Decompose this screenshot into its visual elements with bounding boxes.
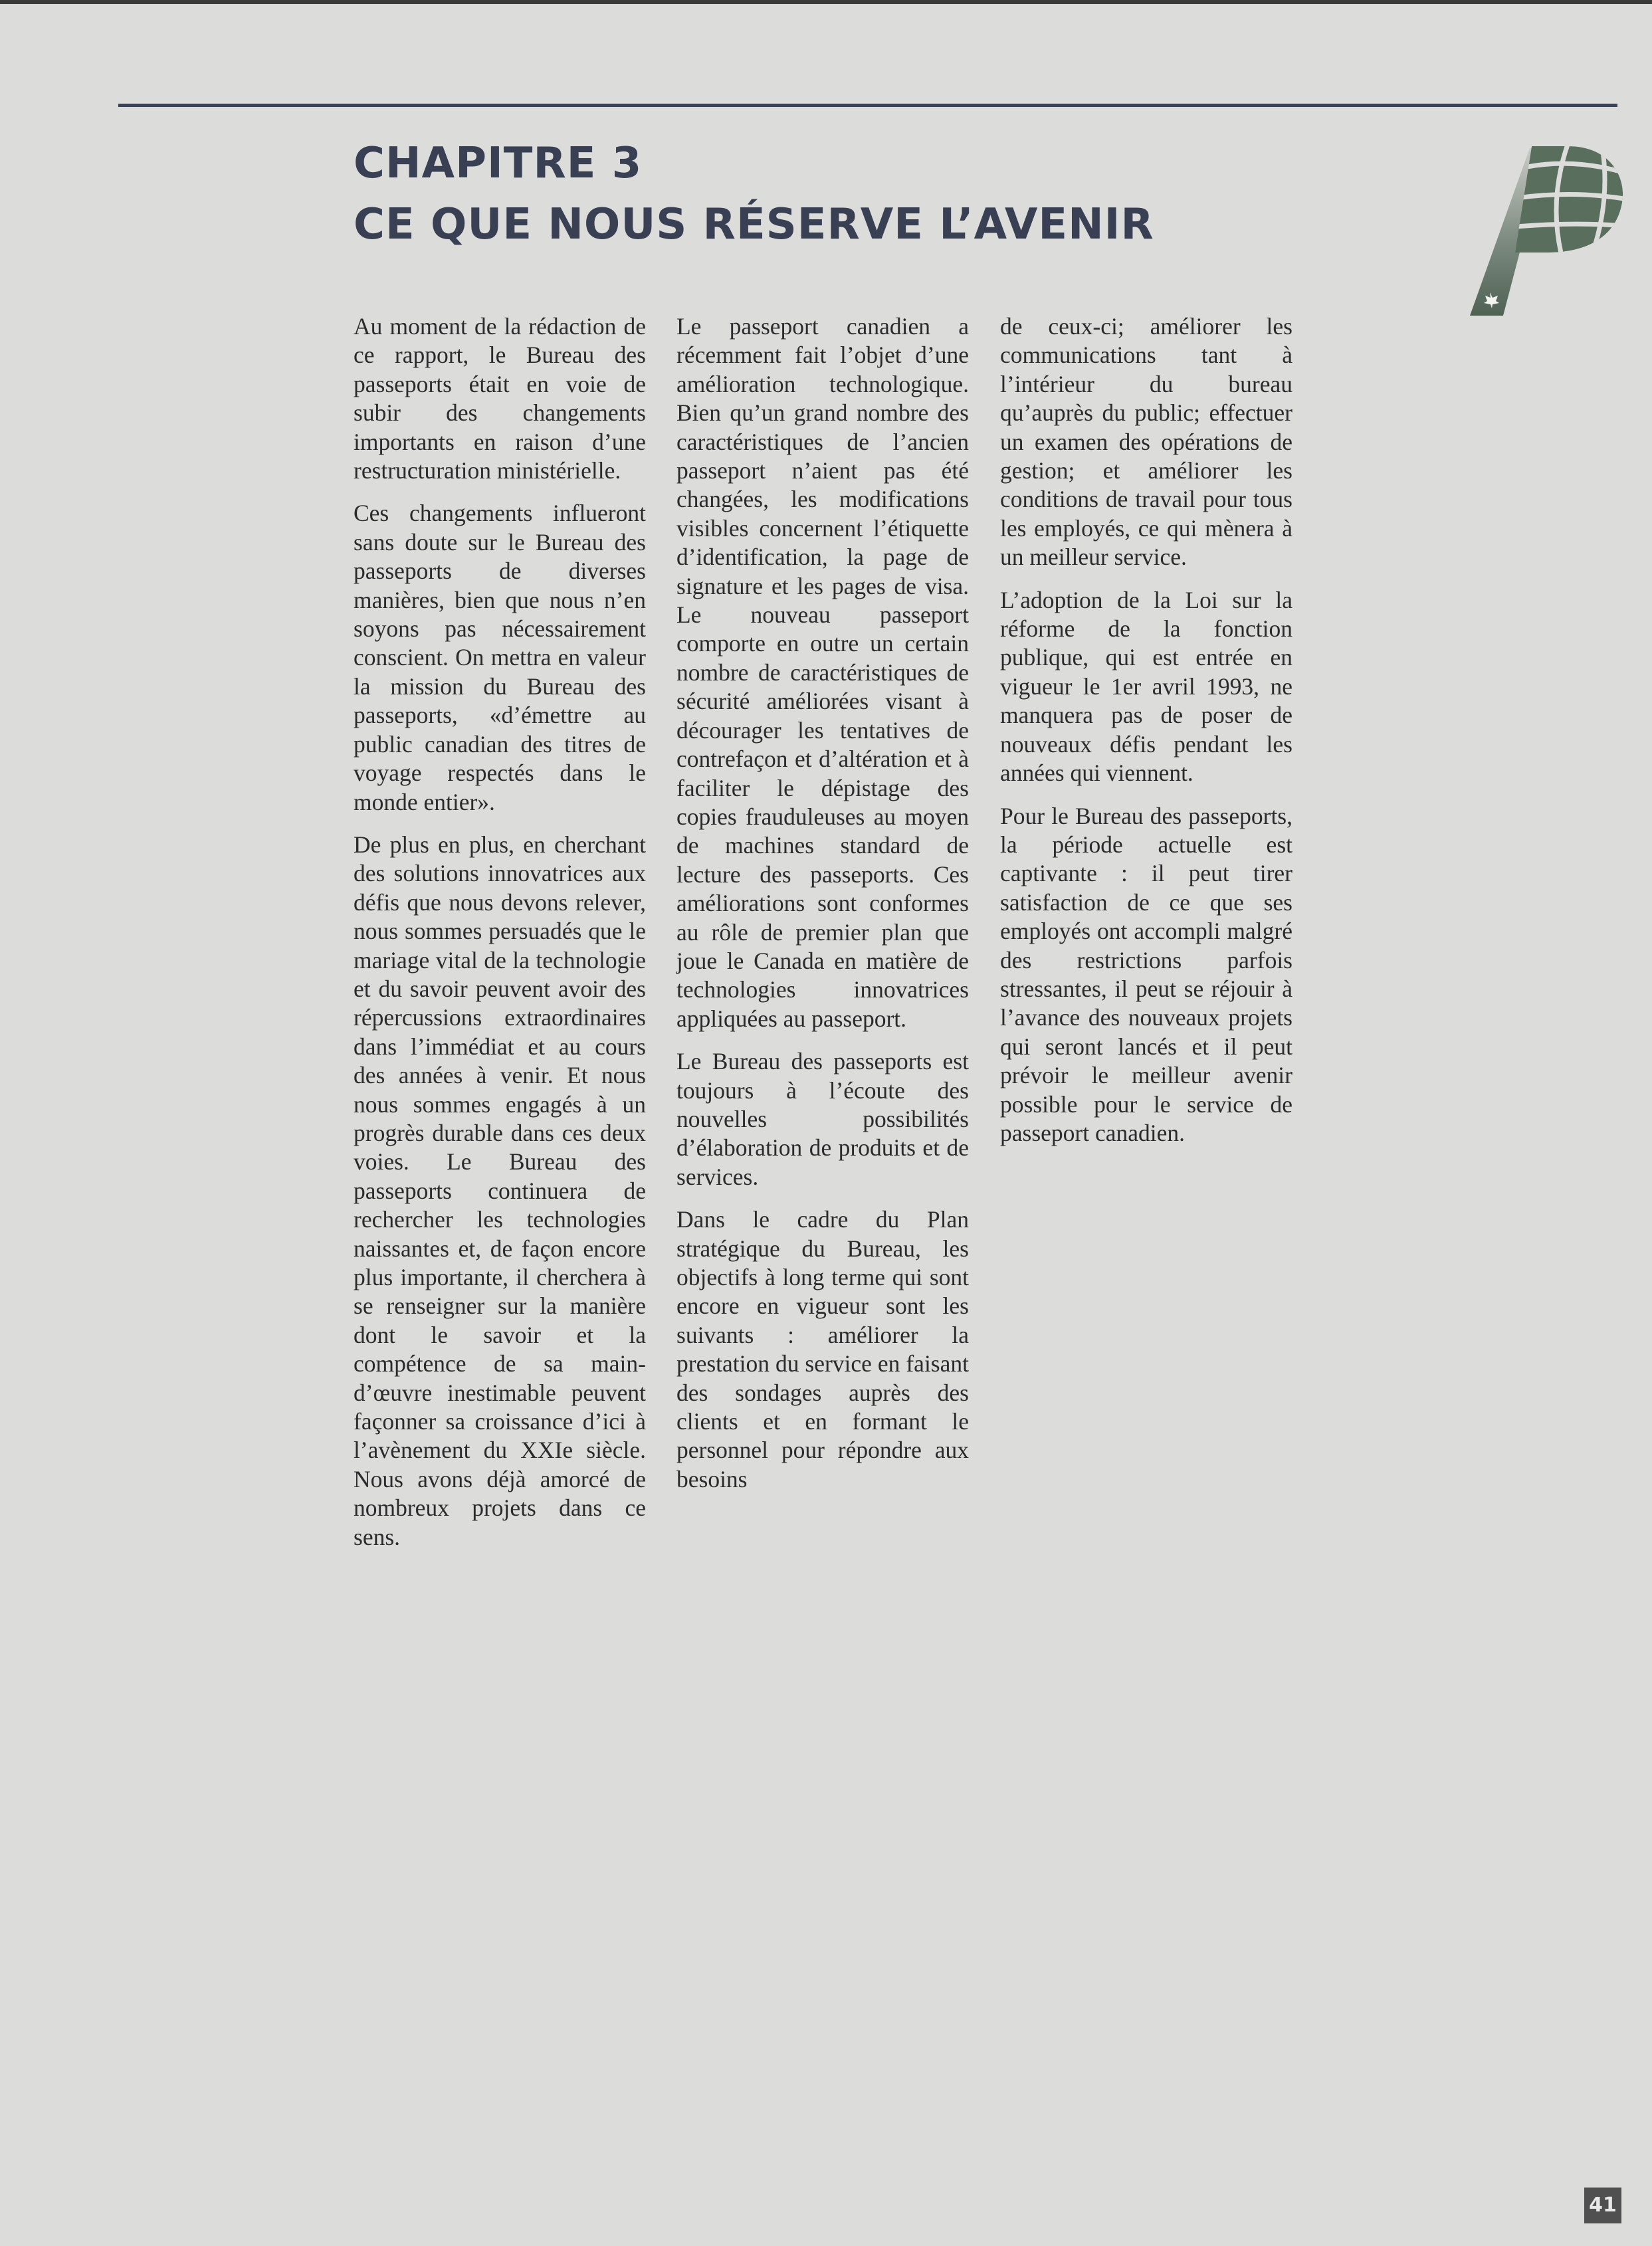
paragraph: Ces changements influeront sans doute sur le Bureau des passeports de diverses manières, bien que nous n’en soyons pas nécessairement conscient. On mettra en valeur la mission du Bureau des passeports, «d’émettre au public canadian des titres de voyage respectés dans le monde entier».	[354, 500, 646, 815]
header-rule	[118, 104, 1617, 107]
page-top-edge	[0, 0, 1652, 4]
text-column-1	[354, 312, 646, 1566]
paragraph: Le Bureau des passeports est toujours à l’écoute des nouvelles possibilités d’élaboration de produits et de services.	[676, 1048, 969, 1190]
chapter-label: CHAPITRE 3	[354, 139, 643, 188]
chapter-heading	[354, 133, 1154, 255]
page-number: 41	[1584, 2188, 1621, 2223]
text-column-3	[1000, 312, 1292, 1162]
paragraph: Pour le Bureau des passeports, la période actuelle est captivante : il peut tirer satisfaction de ce que ses employés ont accompli malgré des restrictions parfois stressantes, il peut se réjouir à l’avance des nouveaux projets qui seront lancés et il peut prévoir le meilleur avenir possible pour le service de passeport canadien.	[1000, 802, 1292, 1146]
paragraph: de ceux-ci; améliorer les communications tant à l’intérieur du bureau qu’auprès du public; effectuer un examen des opérations de gestion; et améliorer les conditions de travail pour tous les employés, ce qui mènera à un meilleur service.	[1000, 313, 1292, 571]
paragraph: Dans le cadre du Plan stratégique du Bureau, les objectifs à long terme qui sont encore en vigueur sont les suivants : améliorer la prestation du service en faisant des sondages auprès des clients et en formant le personnel pour répondre aux besoins	[676, 1206, 969, 1492]
paragraph: De plus en plus, en cherchant des solutions innovatrices aux défis que nous devons relever, nous sommes persuadés que le mariage vital de la technologie et du savoir peuvent avoir des répercussions extraordinaires dans l’immédiat et au cours des années à venir. Et nous nous sommes engagés à un progrès durable dans ces deux voies. Le Bureau des passeports continuera de rechercher les technologies naissantes et, de façon encore plus importante, il cherchera à se renseigner sur la manière dont le savoir et la compétence de sa main-d’œuvre inestimable peuvent façonner sa croissance d’ici à l’avènement du XXIe siècle. Nous avons déjà amorcé de nombreux projets dans ce sens.	[354, 831, 646, 1550]
text-column-2	[676, 312, 969, 1508]
paragraph: Au moment de la rédaction de ce rapport, le Bureau des passeports était en voie de subir des changements importants en raison d’une restructuration ministérielle.	[354, 313, 646, 484]
paragraph: L’adoption de la Loi sur la réforme de la fonction publique, qui est entrée en vigueur le 1er avril 1993, ne manquera pas de poser de nouveaux défis pendant les années qui viennent.	[1000, 586, 1292, 787]
chapter-title: CE QUE NOUS RÉSERVE L’AVENIR	[354, 200, 1154, 249]
paragraph: Le passeport canadien a récemment fait l’objet d’une amélioration technologique. Bien qu’un grand nombre des caractéristiques de l’ancien passeport n’aient pas été changées, les modifications visibles concernent l’étiquette d’identification, la page de signature et les pages de visa. Le nouveau passeport comporte en outre un certain nombre de caractéristiques de sécurité améliorées visant à décourager les tentatives de contrefaçon et d’altération et à faciliter le dépistage des copies frauduleuses au moyen de machines standard de lecture des passeports. Ces améliorations sont conformes au rôle de premier plan que joue le Canada en matière de technologies innovatrices appliquées au passeport.	[676, 313, 969, 1032]
passport-globe-logo-icon	[1469, 143, 1628, 316]
